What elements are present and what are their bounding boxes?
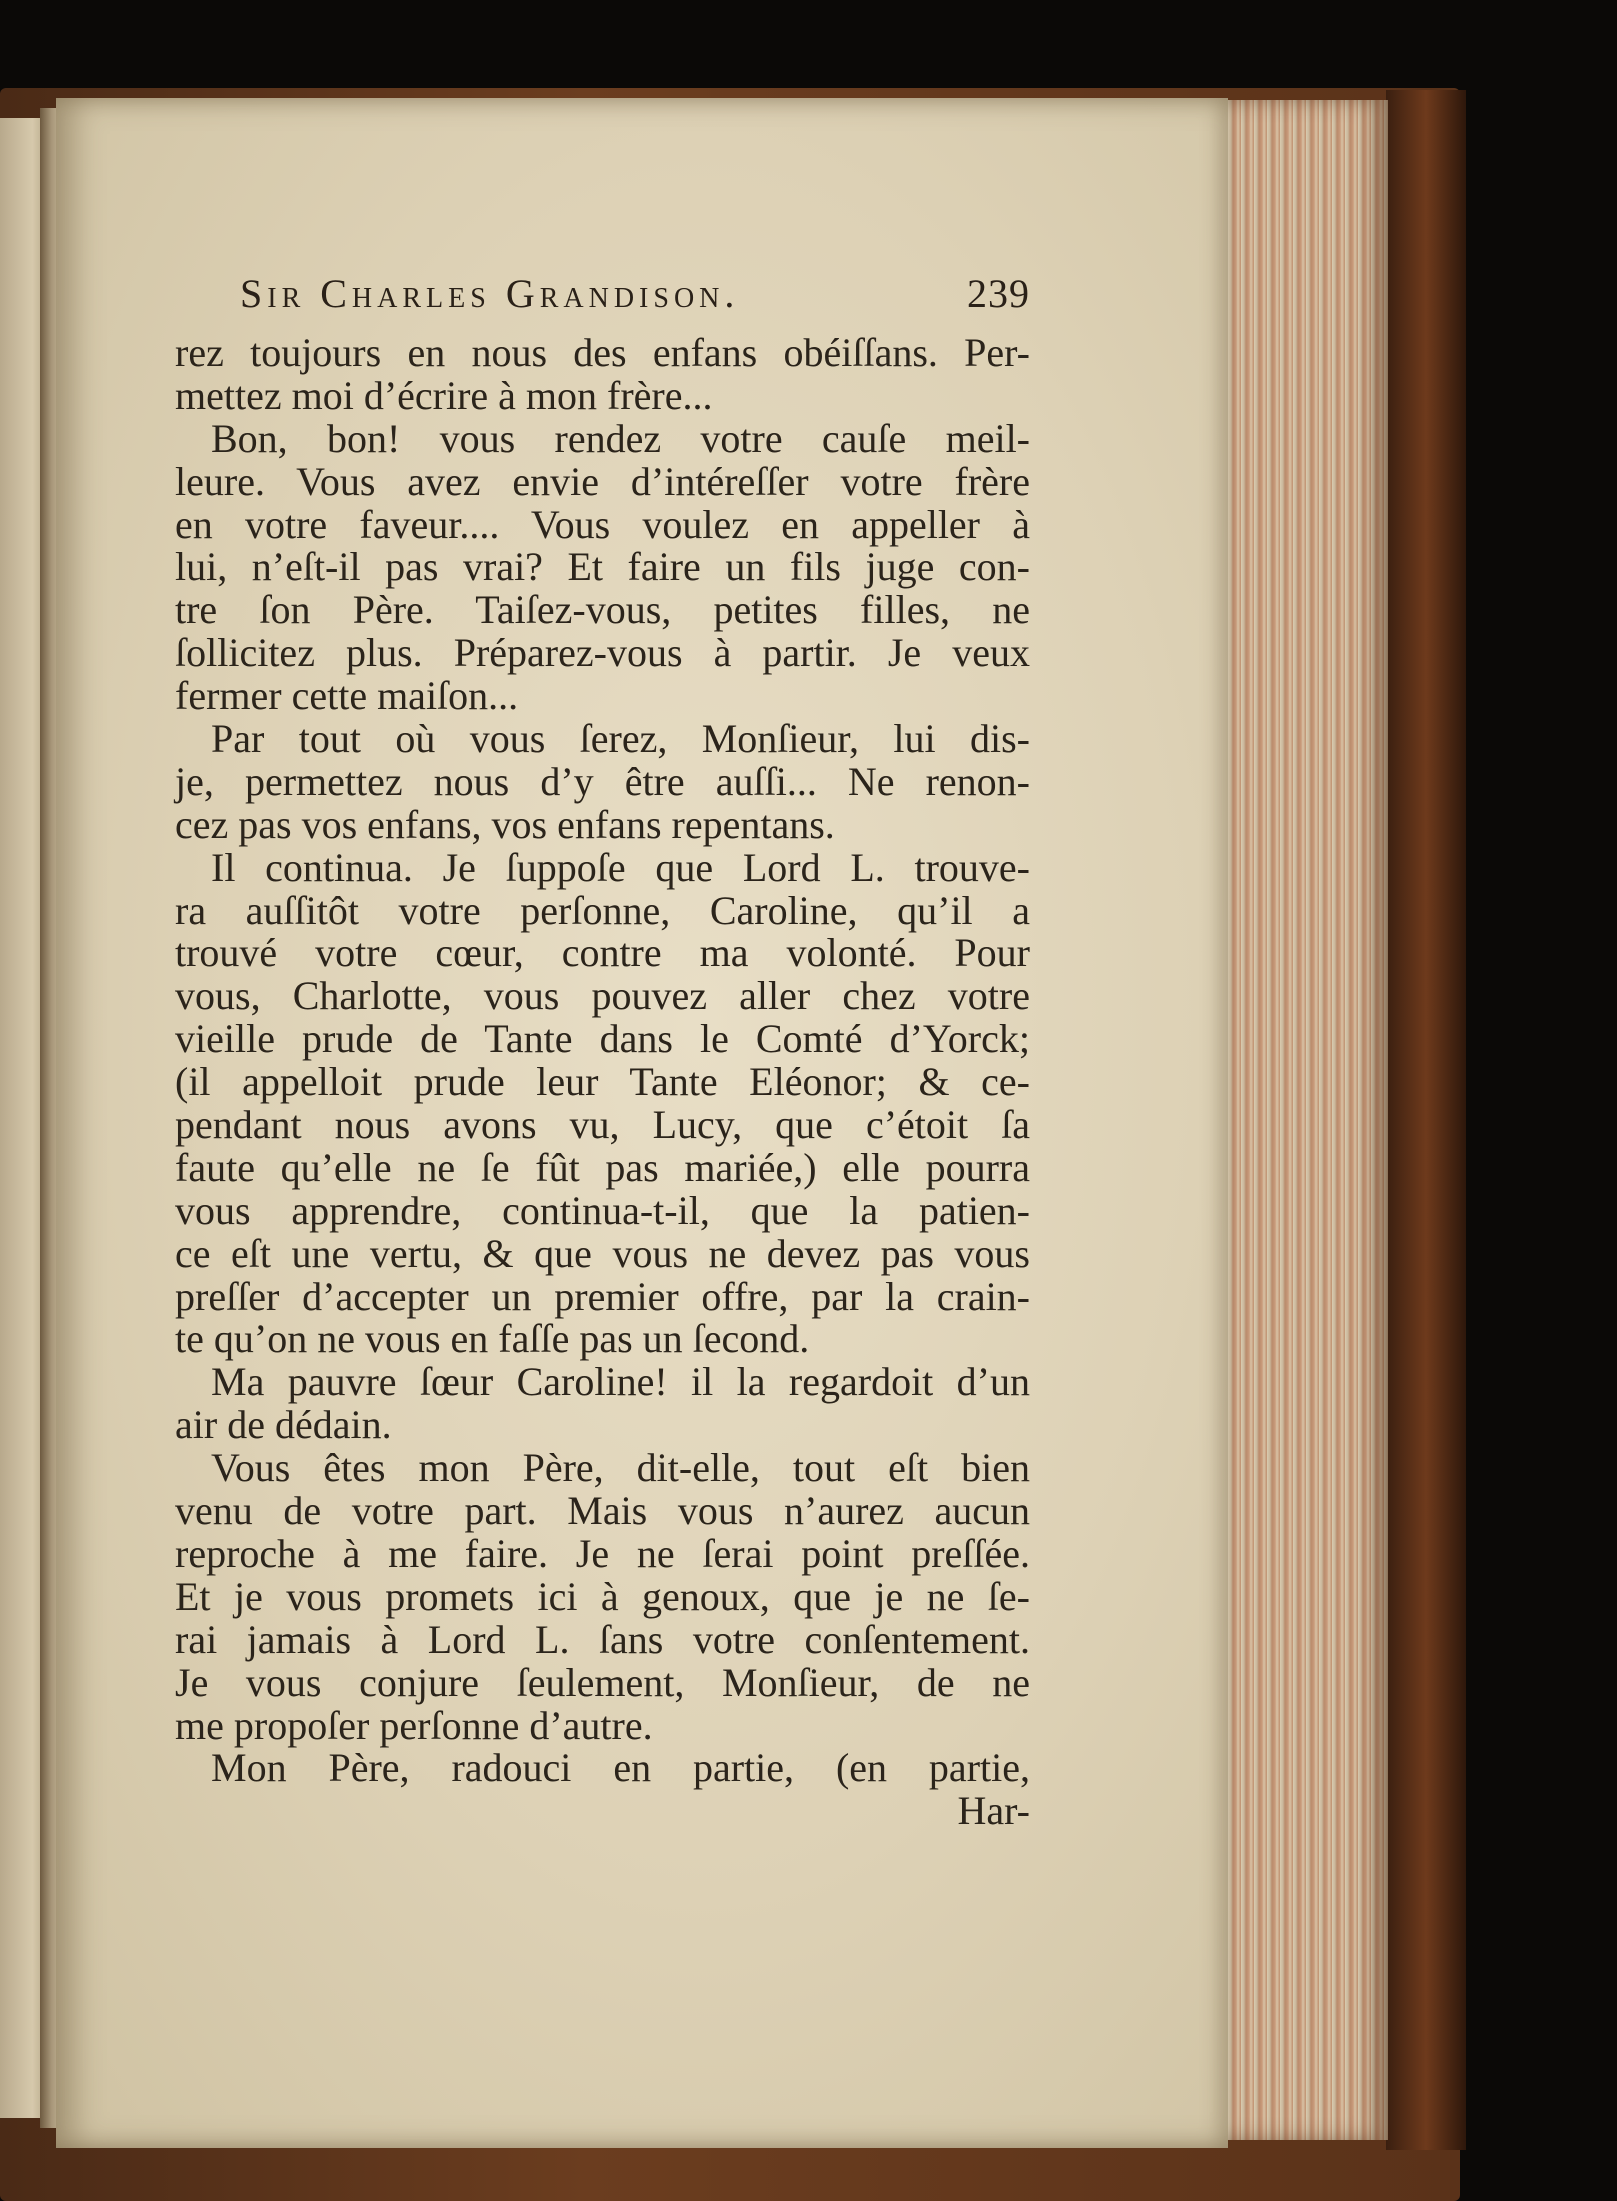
text-line: en votre faveur.... Vous voulez en appeller à xyxy=(175,501,1030,547)
text-line: Bon, bon! vous rendez votre cauſe meil- xyxy=(211,415,1030,461)
text-line: cez pas vos enfans, vos enfans repentans. xyxy=(175,801,835,847)
text-line: te qu’on ne vous en faſſe pas un ſecond. xyxy=(175,1316,810,1362)
text-line: trouvé votre cœur, contre ma volonté. Pour xyxy=(175,930,1030,976)
page-number: 239 xyxy=(967,271,1030,316)
page-edges xyxy=(1228,100,1388,2140)
text-line: faute qu’elle ne ſe fût pas mariée,) elle pourra xyxy=(175,1144,1030,1190)
running-header xyxy=(240,270,1030,330)
text-line: (il appelloit prude leur Tante Eléonor; & ce- xyxy=(175,1059,1030,1105)
text-line: leure. Vous avez envie d’intéreſſer votre frère xyxy=(175,458,1030,504)
text-line: Par tout où vous ſerez, Monſieur, lui dis- xyxy=(211,716,1030,762)
text-line: ra auſſitôt votre perſonne, Caroline, qu’il a xyxy=(175,887,1030,933)
text-line: Mon Père, radouci en partie, (en partie, xyxy=(211,1745,1030,1791)
text-line: Et je vous promets ici à genoux, que je ne ſe- xyxy=(175,1573,1030,1619)
text-line: Il continua. Je ſuppoſe que Lord L. trouve- xyxy=(211,844,1030,890)
text-line: vieille prude de Tante dans le Comté d’Yorck; xyxy=(175,1016,1030,1062)
text-line: air de dédain. xyxy=(175,1402,392,1448)
text-line: me propoſer perſonne d’autre. xyxy=(175,1702,653,1748)
text-line: reproche à me faire. Je ne ſerai point preſſée. xyxy=(175,1530,1030,1576)
text-line: rai jamais à Lord L. ſans votre conſentement. xyxy=(175,1616,1030,1662)
text-line: pendant nous avons vu, Lucy, que c’étoit ſa xyxy=(175,1102,1030,1148)
running-title: Sir Charles Grandison. xyxy=(240,271,740,316)
text-line: preſſer d’accepter un premier offre, par la crain- xyxy=(175,1273,1030,1319)
book-fore-edge-cover xyxy=(1386,90,1466,2150)
text-line: lui, n’eſt-il pas vrai? Et faire un fils juge con- xyxy=(175,544,1030,590)
text-line: rez toujours en nous des enfans obéiſſans. Per- xyxy=(175,330,1030,375)
page-text xyxy=(175,332,1030,1833)
text-line: venu de votre part. Mais vous n’aurez aucun xyxy=(175,1488,1030,1534)
text-line: vous, Charlotte, vous pouvez aller chez votre xyxy=(175,973,1030,1019)
catchword: Har- xyxy=(957,1788,1030,1834)
text-line: ſollicitez plus. Préparez-vous à partir. Je veux xyxy=(175,630,1030,676)
text-line: fermer cette maiſon... xyxy=(175,673,519,719)
text-line: Ma pauvre ſœur Caroline! il la regardoit d’un xyxy=(211,1359,1030,1405)
text-line: tre ſon Père. Taiſez-vous, petites filles, ne xyxy=(175,587,1030,633)
text-line: je, permettez nous d’y être auſſi... Ne renon- xyxy=(175,758,1030,804)
text-line: Vous êtes mon Père, dit-elle, tout eſt bien xyxy=(211,1445,1030,1491)
text-line: vous apprendre, continua-t-il, que la patien- xyxy=(175,1187,1030,1233)
text-line: Je vous conjure ſeulement, Monſieur, de ne xyxy=(175,1659,1030,1705)
text-line: ce eſt une vertu, & que vous ne devez pas vous xyxy=(175,1230,1030,1276)
text-line: mettez moi d’écrire à mon frère... xyxy=(175,372,713,418)
